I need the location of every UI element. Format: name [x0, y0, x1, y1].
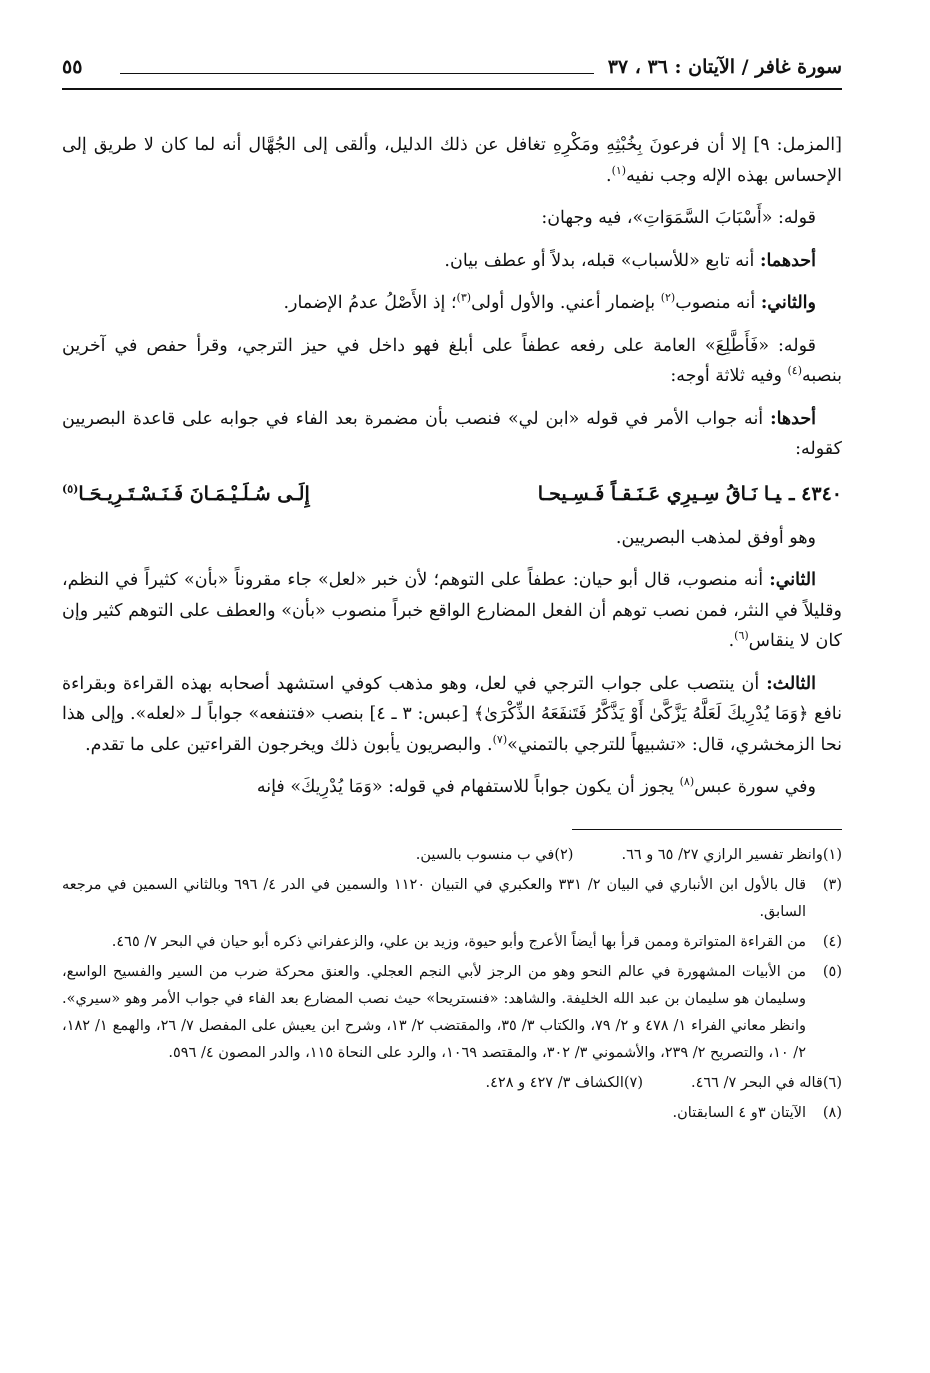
footnote-number: (٣) — [822, 876, 842, 893]
footnote-ref-5[interactable]: (٥) — [62, 482, 79, 496]
paragraph-1: [المزمل: ٩] إلا أن فرعونَ بِخُبْثِهِ ومَكْرِهِ تغافل عن ذلك الدليل، وألقى إلى الجُهَّال أنه لما كان لا طريق إلى الإحساس بهذه الإله وجب نفيه$^{(١)}$. — [62, 135, 842, 186]
footnote-1: وانظر تفسير الرازي ٢٧/ ٦٥ و ٦٦. — [621, 846, 823, 863]
page-number: ٥٥ — [62, 56, 83, 78]
paragraph-2: قوله: «أَسْبَابَ السَّمَوَاتِ»، فيه وجهان: — [541, 208, 816, 228]
footnote-ref-8[interactable]: (٨) — [679, 775, 695, 789]
footnote-row-6-7 — [62, 1070, 842, 1097]
footnote-ref-6[interactable]: (٦) — [734, 629, 749, 643]
footnote-ref-1[interactable]: (١) — [611, 163, 627, 177]
footnote-number: (٦) — [822, 1074, 842, 1091]
label-second: والثاني: — [760, 293, 816, 313]
footnote-8: الآيتان ٣و ٤ السابقتان. — [672, 1104, 806, 1121]
verse-number: ٤٣٤٠ ـ — [788, 482, 842, 505]
paragraph-5: قوله: «فَأَطَّلِعَ» العامة على رفعه عطفاً على أبلغ فهو داخل في حيز الترجي، وقرأ حفص في آخرين بنصبه$^{(٤)}$ وفيه ثلاثة أوجه: — [62, 335, 842, 386]
footnote-ref-7[interactable]: (٧) — [492, 732, 508, 746]
footnote-row-5 — [62, 959, 842, 1067]
footnote-row-3 — [62, 872, 842, 926]
footnote-row-1-2 — [62, 842, 842, 869]
footnote-row-8 — [62, 1100, 842, 1127]
footnote-number: (٢) — [554, 846, 574, 863]
paragraph-4: والثاني: أنه منصوب$^{(٢)}$ بإضمار أعني. والأول أولى$^{(٣)}$؛ إذ الأَصْلُ عدمُ الإضمار. — [283, 291, 816, 313]
label-first-alt: أحدها: — [770, 408, 816, 429]
footnote-4: من القراءة المتواترة وممن قرأ بها أيضاً الأعرج وأبو حيوة، وزيد بن علي، والزعفراني ذكره أبو حيان في البحر ٧/ ٤٦٥. — [111, 933, 806, 950]
verse-first-hemistich: ٤٣٤٠ ـيـا نَـاقُ سِـيرِي عَـنَـقـاً فَـسِـيحـا — [537, 482, 842, 505]
label-first: أحدهما: — [759, 250, 816, 271]
paragraph-6: أحدها: أنه جواب الأمر في قوله «ابن لي» فنصب بأن مضمرة بعد الفاء في جوابه على قاعدة البصريين كقوله: — [62, 408, 842, 459]
footnote-number: (٤) — [822, 933, 842, 950]
label-second-alt: الثاني: — [769, 570, 816, 590]
header-leader-line — [120, 73, 594, 74]
poetry-verse — [62, 477, 842, 511]
footnote-separator — [572, 829, 842, 830]
main-text — [62, 130, 842, 1130]
footnote-3: قال بالأول ابن الأنباري في البيان ٢/ ٣٣١ والعكبري في التبيان ١١٢٠ والسمين في الدر ٤/ ٦٩٦ وبالثاني السمين في مرجعه السابق. — [62, 876, 807, 920]
footnote-number: (١) — [822, 846, 842, 863]
footnotes — [62, 842, 842, 1127]
footnote-ref-4[interactable]: (٤) — [787, 364, 802, 378]
paragraph-9: الثالث: أن ينتصب على جواب الترجي في لعل، وهو مذهب كوفي استشهد أصحابه بهذه القراءة وبقراءة نافع ﴿وَمَا يُدْرِيكَ لَعَلَّهُ يَزَّكَّىٰ أَوْ يَذَّكَّرُ فَتَنفَعَهُ الذِّكْرَىٰ﴾ [عبس: ٣ ـ ٤] بنصب «فتنفعه» جواباً لـ «لعله». وإلى هذا نحا الزمخشري، قال: «تشبيهاً للترجي بالتمني»$^{(٧)}$. والبصريون يأبون ذلك ويخرجون القراءتين على ما تقدم. — [62, 673, 842, 755]
footnote-number: (٨) — [822, 1104, 842, 1121]
footnote-ref-2[interactable]: (٢) — [660, 291, 676, 305]
running-title: سورة غافر / الآيتان : ٣٦ ، ٣٧ — [607, 56, 842, 78]
label-third: الثالث: — [766, 673, 816, 694]
footnote-5: من الأبيات المشهورة في عالم النحو وهو من الرجز لأبي النجم العجلي. والعنق محركة ضرب من السير والفسيح الواسع، وسليمان هو سليمان بن عبد الله الخليفة. والشاهد: «فنستريحا» حيث نصب المضارع بعد الفاء في جواب الأمر وهو «سيري». وانظر معاني الفراء ١/ ٤٧٨ و ٢/ ٧٩، والكتاب ٣/ ٣٥، والمقتضب ٢/ ١٣، وشرح ابن يعيش على المفصل ٧/ ٢٦، والهمع ١/ ١٨٢، ٢/ ١٠، والتصريح ٢/ ٢٣٩، والأشموني ٣/ ٣٠٢، والمقتصد ١٠٦٩، والرد على النحاة ١١٥، والدر المصون ٤/ ٥٩٦. — [62, 963, 806, 1061]
paragraph-3: أحدهما: أنه تابع «للأسباب» قبله، بدلاً أو عطف بيان. — [444, 250, 816, 271]
footnote-6: قاله في البحر ٧/ ٤٦٦. — [691, 1074, 823, 1091]
paragraph-10: وفي سورة عبس$^{(٨)}$ يجوز أن يكون جواباً للاستفهام في قوله: «وَمَا يُدْرِيكَ» فإنه — [256, 775, 816, 797]
paragraph-7: وهو أوفق لمذهب البصريين. — [615, 527, 816, 548]
footnote-2: في ب منسوب بالسين. — [415, 846, 555, 863]
header-rule — [62, 88, 842, 90]
paragraph-8: الثاني: أنه منصوب، قال أبو حيان: عطفاً على التوهم؛ لأن خبر «لعل» جاء مقروناً «بأن» كثيراً في النظم، وقليلاً في النثر، فمن نصب توهم أن الفعل المضارع الواقع خبراً منصوب «بأن» والعطف على التوهم كثير وإن كان لا ينقاس$^{(٦)}$. — [62, 570, 842, 651]
page-header — [62, 50, 842, 90]
footnote-7: الكشاف ٣/ ٤٢٧ و ٤٢٨. — [485, 1074, 624, 1091]
footnote-number: (٧) — [623, 1074, 643, 1091]
footnote-ref-3[interactable]: (٣) — [456, 291, 472, 305]
footnote-row-4 — [62, 929, 842, 956]
footnote-number: (٥) — [822, 963, 842, 980]
book-page — [62, 50, 842, 1350]
verse-second-hemistich: إِلَـى سُـلَـيْـمَـانَ فَـنَـسْـتَـرِيـحَـا$^{(٥)}$ — [62, 482, 310, 505]
